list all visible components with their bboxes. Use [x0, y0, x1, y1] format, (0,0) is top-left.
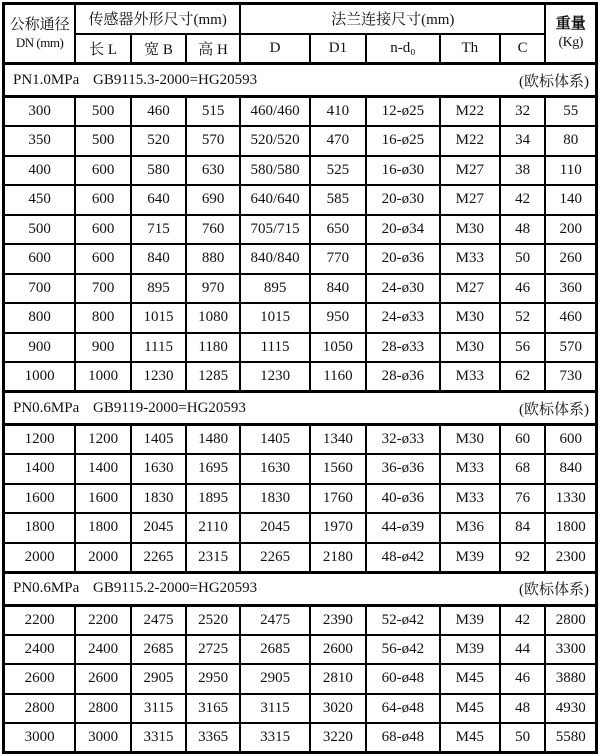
table-cell: 1115 — [131, 333, 186, 363]
table-cell: 580 — [131, 156, 186, 186]
table-cell: 2000 — [75, 543, 131, 573]
table-cell: M30 — [440, 425, 500, 455]
table-cell: 1230 — [131, 362, 186, 392]
table-cell: 600 — [4, 244, 76, 274]
table-cell: 16-ø30 — [366, 156, 440, 186]
table-cell: M27 — [440, 185, 500, 215]
table-cell: 1480 — [186, 425, 240, 455]
table-cell: M33 — [440, 362, 500, 392]
table-cell: 46 — [500, 664, 546, 694]
table-cell: 3315 — [131, 723, 186, 753]
table-cell: 1970 — [310, 513, 366, 543]
table-cell: 1200 — [75, 425, 131, 455]
table-cell: 2600 — [310, 635, 366, 665]
group-header-sensor: 传感器外形尺寸(mm) — [75, 4, 240, 34]
table-cell: 16-ø25 — [366, 126, 440, 156]
table-cell: 895 — [240, 274, 310, 304]
table-cell: 2200 — [75, 605, 131, 635]
table-cell: 460 — [545, 303, 596, 333]
table-cell: M27 — [440, 274, 500, 304]
table-cell: 2475 — [240, 605, 310, 635]
table-cell: 2600 — [75, 664, 131, 694]
table-cell: 1695 — [186, 454, 240, 484]
table-cell: 470 — [310, 126, 366, 156]
table-cell: 52-ø42 — [366, 605, 440, 635]
table-cell: 800 — [4, 303, 76, 333]
table-cell: 410 — [310, 97, 366, 127]
table-cell: 1400 — [4, 454, 76, 484]
table-cell: 24-ø30 — [366, 274, 440, 304]
table-cell: 42 — [500, 605, 546, 635]
table-cell: 68 — [500, 454, 546, 484]
table-cell: 3365 — [186, 723, 240, 753]
table-row — [4, 362, 597, 392]
table-cell: 1180 — [186, 333, 240, 363]
table-cell: 840 — [131, 244, 186, 274]
table-cell: 36-ø36 — [366, 454, 440, 484]
table-body — [4, 4, 597, 753]
table-cell: 44 — [500, 635, 546, 665]
pressure-rating-label: PN1.0MPa — [13, 71, 80, 88]
table-cell: 2725 — [186, 635, 240, 665]
table-row — [4, 605, 597, 635]
table-cell: M30 — [440, 215, 500, 245]
table-cell: 650 — [310, 215, 366, 245]
table-row — [4, 126, 597, 156]
section-cell — [4, 64, 597, 97]
table-cell: 50 — [500, 244, 546, 274]
table-cell: 1405 — [131, 425, 186, 455]
table-cell: 640 — [131, 185, 186, 215]
table-cell: 2000 — [4, 543, 76, 573]
table-cell: 1830 — [240, 484, 310, 514]
table-cell: 600 — [545, 425, 596, 455]
table-cell: M30 — [440, 333, 500, 363]
table-cell: 950 — [310, 303, 366, 333]
table-cell: 2800 — [545, 605, 596, 635]
table-cell: M27 — [440, 156, 500, 186]
table-cell: 525 — [310, 156, 366, 186]
weight-header-sub: (Kg) — [558, 35, 583, 51]
header-row-sub — [4, 34, 597, 64]
table-cell: 1600 — [75, 484, 131, 514]
table-cell: 630 — [186, 156, 240, 186]
table-cell: 1050 — [310, 333, 366, 363]
column-header-height: 高 H — [186, 34, 240, 64]
table-cell: 600 — [75, 185, 131, 215]
table-cell: 12-ø25 — [366, 97, 440, 127]
table-cell: 1400 — [75, 454, 131, 484]
table-cell: 3880 — [545, 664, 596, 694]
table-cell: 520 — [131, 126, 186, 156]
table-cell: 2400 — [75, 635, 131, 665]
table-cell: M33 — [440, 454, 500, 484]
table-cell: 500 — [4, 215, 76, 245]
table-cell: M33 — [440, 484, 500, 514]
table-cell: 56-ø42 — [366, 635, 440, 665]
table-cell: 895 — [131, 274, 186, 304]
table-cell: 840/840 — [240, 244, 310, 274]
table-row — [4, 156, 597, 186]
dn-header-title: 公称通径 — [9, 17, 70, 33]
table-row — [4, 215, 597, 245]
table-cell: 2110 — [186, 513, 240, 543]
dn-header-sub: DN (mm) — [15, 34, 64, 50]
table-cell: 1630 — [131, 454, 186, 484]
table-cell: 460/460 — [240, 97, 310, 127]
section-row — [4, 572, 597, 605]
table-row — [4, 543, 597, 573]
table-cell: 260 — [545, 244, 596, 274]
table-cell: 1340 — [310, 425, 366, 455]
table-cell: 2265 — [240, 543, 310, 573]
table-cell: 140 — [545, 185, 596, 215]
table-cell: 350 — [4, 126, 76, 156]
column-header-weight — [545, 4, 596, 64]
table-cell: 880 — [186, 244, 240, 274]
table-cell: 200 — [545, 215, 596, 245]
table-row — [4, 303, 597, 333]
table-cell: 2265 — [131, 543, 186, 573]
table-cell: 570 — [186, 126, 240, 156]
table-cell: 3165 — [186, 694, 240, 724]
table-cell: 2180 — [310, 543, 366, 573]
table-cell: 2300 — [545, 543, 596, 573]
standard-code-label: GB9115.2-2000=HG20593 — [93, 580, 258, 596]
table-cell: M22 — [440, 126, 500, 156]
table-cell: 50 — [500, 723, 546, 753]
pressure-rating-label: PN0.6MPa — [13, 399, 80, 416]
table-row — [4, 484, 597, 514]
table-cell: 3315 — [240, 723, 310, 753]
column-header-nd0: n-d₀ — [366, 34, 440, 64]
table-cell: 110 — [545, 156, 596, 186]
table-cell: 34 — [500, 126, 546, 156]
table-cell: 64-ø48 — [366, 694, 440, 724]
table-row — [4, 694, 597, 724]
table-cell: 1800 — [545, 513, 596, 543]
table-cell: 2905 — [240, 664, 310, 694]
table-cell: 300 — [4, 97, 76, 127]
section-cell — [4, 572, 597, 605]
table-cell: 700 — [75, 274, 131, 304]
table-row — [4, 664, 597, 694]
table-cell: 585 — [310, 185, 366, 215]
table-cell: 760 — [186, 215, 240, 245]
table-cell: 3115 — [131, 694, 186, 724]
table-cell: 800 — [75, 303, 131, 333]
column-header-width: 宽 B — [131, 34, 186, 64]
table-cell: 1015 — [240, 303, 310, 333]
header-row-top — [4, 4, 597, 34]
table-cell: 700 — [4, 274, 76, 304]
table-cell: 600 — [75, 244, 131, 274]
table-cell: 60 — [500, 425, 546, 455]
table-cell: 1830 — [131, 484, 186, 514]
table-cell: 1560 — [310, 454, 366, 484]
column-header-d1: D1 — [310, 34, 366, 64]
table-cell: 600 — [75, 215, 131, 245]
table-cell: 1405 — [240, 425, 310, 455]
table-cell: 38 — [500, 156, 546, 186]
table-cell: 4930 — [545, 694, 596, 724]
table-cell: 3220 — [310, 723, 366, 753]
table-cell: 1760 — [310, 484, 366, 514]
table-row — [4, 635, 597, 665]
table-cell: 3000 — [4, 723, 76, 753]
table-cell: 76 — [500, 484, 546, 514]
table-cell: M30 — [440, 303, 500, 333]
table-cell: 2810 — [310, 664, 366, 694]
table-cell: M39 — [440, 543, 500, 573]
group-header-flange: 法兰连接尺寸(mm) — [240, 4, 545, 34]
flange-dimension-table — [2, 2, 598, 754]
table-cell: 1895 — [186, 484, 240, 514]
table-cell: 900 — [75, 333, 131, 363]
table-cell: 20-ø36 — [366, 244, 440, 274]
table-cell: 450 — [4, 185, 76, 215]
column-header-length: 长 L — [75, 34, 131, 64]
table-cell: 3300 — [545, 635, 596, 665]
table-cell: 2045 — [131, 513, 186, 543]
section-row — [4, 64, 597, 97]
table-row — [4, 244, 597, 274]
table-cell: 28-ø36 — [366, 362, 440, 392]
table-cell: 900 — [4, 333, 76, 363]
table-cell: 2685 — [131, 635, 186, 665]
table-cell: M33 — [440, 244, 500, 274]
table-cell: M45 — [440, 723, 500, 753]
table-cell: 68-ø48 — [366, 723, 440, 753]
table-cell: 60-ø48 — [366, 664, 440, 694]
table-cell: 55 — [545, 97, 596, 127]
table-cell: 2390 — [310, 605, 366, 635]
table-cell: 1230 — [240, 362, 310, 392]
column-header-th: Th — [440, 34, 500, 64]
table-cell: 840 — [545, 454, 596, 484]
table-cell: M39 — [440, 605, 500, 635]
table-cell: 2200 — [4, 605, 76, 635]
table-cell: 80 — [545, 126, 596, 156]
table-cell: 1200 — [4, 425, 76, 455]
table-row — [4, 185, 597, 215]
table-cell: 1015 — [131, 303, 186, 333]
table-cell: M36 — [440, 513, 500, 543]
table-cell: 400 — [4, 156, 76, 186]
table-cell: 48 — [500, 694, 546, 724]
table-cell: 580/580 — [240, 156, 310, 186]
table-cell: 570 — [545, 333, 596, 363]
section-row — [4, 392, 597, 425]
table-cell: 84 — [500, 513, 546, 543]
table-cell: 360 — [545, 274, 596, 304]
table-cell: 20-ø34 — [366, 215, 440, 245]
table-cell: 2475 — [131, 605, 186, 635]
column-header-d: D — [240, 34, 310, 64]
table-cell: 52 — [500, 303, 546, 333]
table-cell: 1330 — [545, 484, 596, 514]
table-cell: 40-ø36 — [366, 484, 440, 514]
table-cell: 48-ø42 — [366, 543, 440, 573]
table-row — [4, 454, 597, 484]
standard-system-note: (欧标体系) — [519, 401, 589, 418]
pressure-rating-label: PN0.6MPa — [13, 580, 80, 596]
section-cell — [4, 392, 597, 425]
table-cell: 3000 — [75, 723, 131, 753]
table-cell: 2685 — [240, 635, 310, 665]
table-cell: 1285 — [186, 362, 240, 392]
table-cell: 1800 — [75, 513, 131, 543]
table-cell: 3020 — [310, 694, 366, 724]
table-cell: M39 — [440, 635, 500, 665]
table-cell: 42 — [500, 185, 546, 215]
table-cell: 640/640 — [240, 185, 310, 215]
table-cell: 500 — [75, 97, 131, 127]
table-cell: 56 — [500, 333, 546, 363]
table-cell: 460 — [131, 97, 186, 127]
table-cell: 515 — [186, 97, 240, 127]
table-cell: 44-ø39 — [366, 513, 440, 543]
table-cell: M45 — [440, 694, 500, 724]
table-cell: 2520 — [186, 605, 240, 635]
table-cell: 2400 — [4, 635, 76, 665]
table-cell: 705/715 — [240, 215, 310, 245]
table-cell: 28-ø33 — [366, 333, 440, 363]
standard-system-note: (欧标体系) — [519, 582, 589, 598]
table-cell: 5580 — [545, 723, 596, 753]
table-cell: 970 — [186, 274, 240, 304]
table-cell: 1000 — [4, 362, 76, 392]
table-cell: 1630 — [240, 454, 310, 484]
table-cell: 690 — [186, 185, 240, 215]
table-cell: 1160 — [310, 362, 366, 392]
table-cell: 840 — [310, 274, 366, 304]
table-cell: 500 — [75, 126, 131, 156]
table-cell: 92 — [500, 543, 546, 573]
table-cell: 2905 — [131, 664, 186, 694]
table-cell: 2045 — [240, 513, 310, 543]
table-cell: 2950 — [186, 664, 240, 694]
table-row — [4, 97, 597, 127]
standard-system-note: (欧标体系) — [519, 73, 589, 90]
table-row — [4, 425, 597, 455]
table-cell: 730 — [545, 362, 596, 392]
standard-code-label: GB9119-2000=HG20593 — [93, 399, 246, 416]
table-cell: M22 — [440, 97, 500, 127]
standard-code-label: GB9115.3-2000=HG20593 — [93, 71, 258, 88]
table-cell: 62 — [500, 362, 546, 392]
table-cell: 1080 — [186, 303, 240, 333]
table-cell: 2800 — [4, 694, 76, 724]
table-cell: 520/520 — [240, 126, 310, 156]
table-cell: 46 — [500, 274, 546, 304]
table-cell: 32 — [500, 97, 546, 127]
table-cell: 20-ø30 — [366, 185, 440, 215]
table-cell: 1115 — [240, 333, 310, 363]
table-cell: 1600 — [4, 484, 76, 514]
table-cell: 1000 — [75, 362, 131, 392]
table-cell: 2315 — [186, 543, 240, 573]
table-cell: 770 — [310, 244, 366, 274]
table-cell: 715 — [131, 215, 186, 245]
table-row — [4, 513, 597, 543]
table-cell: 48 — [500, 215, 546, 245]
table-cell: 24-ø33 — [366, 303, 440, 333]
table-cell: 3115 — [240, 694, 310, 724]
table-cell: M45 — [440, 664, 500, 694]
column-header-dn — [4, 4, 76, 64]
column-header-c: C — [500, 34, 546, 64]
table-cell: 2800 — [75, 694, 131, 724]
table-row — [4, 333, 597, 363]
table-cell: 2600 — [4, 664, 76, 694]
table-cell: 1800 — [4, 513, 76, 543]
table-row — [4, 274, 597, 304]
table-cell: 600 — [75, 156, 131, 186]
table-cell: 32-ø33 — [366, 425, 440, 455]
table-row — [4, 723, 597, 753]
weight-header-title: 重量 — [555, 16, 586, 33]
